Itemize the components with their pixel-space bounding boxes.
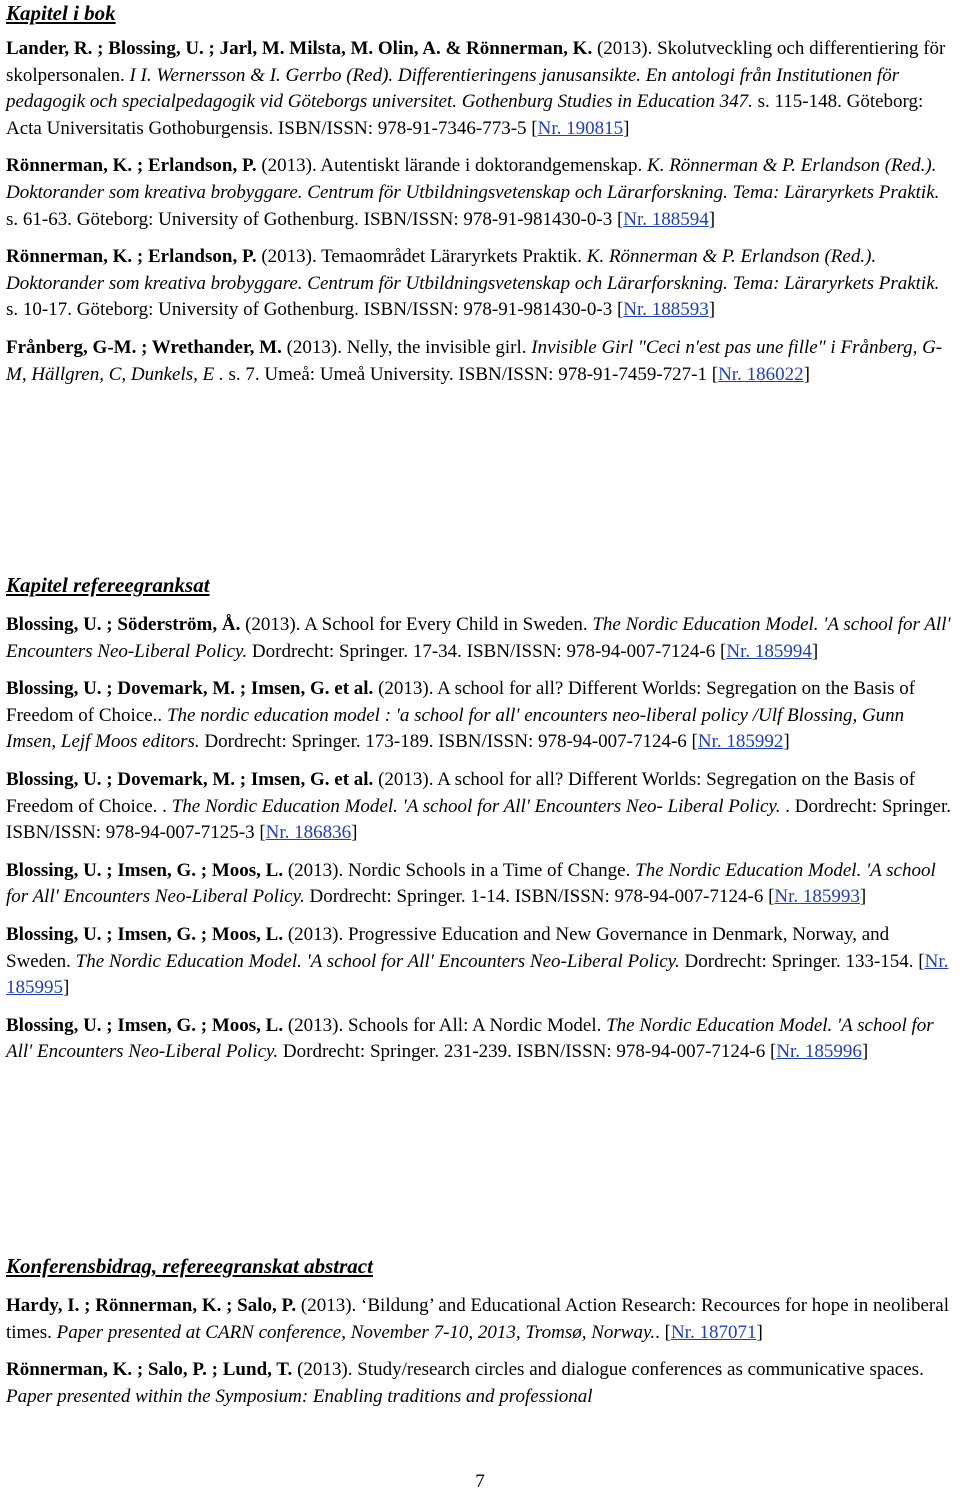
entry-authors: Blossing, U. ; Dovemark, M. ; Imsen, G. et al. [6, 768, 374, 790]
entry-record-link[interactable]: Nr. 186022 [718, 363, 804, 385]
entry-year: (2013). [300, 1295, 357, 1316]
entry-authors: Rönnerman, K. ; Erlandson, P. [6, 246, 257, 268]
entry-source: The Nordic Education Model. 'A school for All' Encounters Neo-Liberal Policy. [6, 859, 936, 908]
entry-year: (2013). [378, 768, 434, 790]
entry-title: Temaområdet Läraryrkets Praktik. [321, 246, 583, 268]
entry-authors: Rönnerman, K. ; Erlandson, P. [6, 155, 257, 177]
entry-authors: Blossing, U. ; Imsen, G. ; Moos, L. [6, 1014, 284, 1036]
entry-authors: Hardy, I. ; Rönnerman, K. ; Salo, P. [6, 1295, 297, 1316]
entry-source: The Nordic Education Model. 'A school for All' Encounters Neo-Liberal Policy. [75, 950, 680, 972]
entry-title: Nelly, the invisible girl. [346, 336, 527, 358]
section-entries [6, 1293, 956, 1421]
entry-year: (2013). [287, 1014, 344, 1036]
entry-authors: Lander, R. ; Blossing, U. ; Jarl, M. Milsta, M. Olin, A. & Rönnerman, K. [6, 38, 593, 59]
entry-bracket: ] [811, 640, 819, 662]
entry-bracket: ] [861, 1041, 869, 1063]
entry-source: The Nordic Education Model. 'A school for All' Encounters Neo-Liberal Policy. [6, 614, 951, 662]
entry-source: Paper presented at CARN conference, November 7-10, 2013, Tromsø, Norway. [56, 1321, 656, 1343]
entry-source: I I. Wernersson & I. Gerrbo (Red). Differentieringens janusansikte. En antologi från Institutionen för pedagogik och specialpedagogik vid Göteborgs universitet. Gothenburg Studies in Education 347. [6, 64, 900, 113]
reference-entry [6, 153, 956, 233]
entry-source: K. Rönnerman & P. Erlandson (Red.). Doktorander som kreativa brobyggare. Centrum för Utbildningsvetenskap och Lärarforskning. Tema: Läraryrkets Praktik. [6, 246, 940, 294]
reference-entry [6, 676, 956, 756]
reference-entry [6, 858, 956, 911]
entry-title: ‘Bildung’ and Educational Action Research: Recources for hope in neoliberal times. [6, 1295, 949, 1343]
reference-entry [6, 244, 956, 324]
entry-year: (2013). [287, 859, 344, 881]
entry-record-link[interactable]: Nr. 185995 [6, 950, 949, 999]
entry-year: (2013). [245, 614, 301, 635]
reference-entry [6, 1013, 956, 1066]
entry-title: Skolutveckling och differentiering för skolpersonalen. [6, 38, 946, 86]
entry-record-link[interactable]: Nr. 188593 [623, 299, 709, 321]
entry-authors: Blossing, U. ; Imsen, G. ; Moos, L. [6, 859, 284, 881]
entry-record-link[interactable]: Nr. 185992 [697, 731, 784, 753]
entry-details: s. 115-148. Göteborg: Acta Universitatis Gothoburgensis. ISBN/ISSN: 978-91-7346-773-5 [ [6, 91, 924, 139]
entry-year: (2013). [297, 1359, 353, 1381]
entry-source: The Nordic Education Model. 'A school for All' Encounters Neo-Liberal Policy. [6, 1014, 934, 1063]
entry-bracket: ] [783, 731, 790, 753]
entry-details: Dordrecht: Springer. 173-189. ISBN/ISSN: 978-94-007-7124-6 [ [204, 731, 698, 753]
reference-entry [6, 1293, 956, 1346]
section-heading: Konferensbidrag, refereegranskat abstract [6, 1254, 373, 1278]
entry-record-link[interactable]: Nr. 188594 [623, 208, 709, 230]
entry-title: Schools for All: A Nordic Model. [348, 1014, 602, 1036]
entry-title: A School for Every Child in Sweden. [304, 614, 588, 635]
entry-year: (2013). [261, 246, 317, 268]
entry-title: Progressive Education and New Governance in Denmark, Norway, and Sweden. [6, 923, 890, 972]
entry-year: (2013). [261, 155, 317, 177]
entry-title: A school for all? Different Worlds: Segregation on the Basis of Freedom of Choice.. [6, 678, 916, 726]
entry-bracket: ] [859, 886, 867, 908]
entry-record-link[interactable]: Nr. 185996 [776, 1041, 862, 1063]
entry-source: The Nordic Education Model. 'A school for All' Encounters Neo- Liberal Policy. [171, 795, 781, 817]
reference-entry [6, 1357, 956, 1410]
entry-title: Nordic Schools in a Time of Change. [348, 859, 631, 881]
entry-bracket: ] [63, 977, 70, 999]
entry-title: A school for all? Different Worlds: Segregation on the Basis of Freedom of Choice. . [6, 768, 916, 817]
entry-details: Dordrecht: Springer. 17-34. ISBN/ISSN: 978-94-007-7124-6 [ [251, 640, 727, 662]
entry-source: K. Rönnerman & P. Erlandson (Red.). Doktorander som kreativa brobyggare. Centrum för Utbildningsvetenskap och Lärarforskning. Tema: Läraryrkets Praktik. [6, 155, 940, 203]
reference-entry [6, 767, 956, 847]
entry-details: Dordrecht: Springer. 133-154. [ [684, 950, 925, 972]
entry-details: Dordrecht: Springer. 1-14. ISBN/ISSN: 978-94-007-7124-6 [ [309, 886, 775, 908]
entry-year: (2013). [378, 678, 434, 700]
entry-details: . [ [655, 1321, 671, 1343]
entry-record-link[interactable]: Nr. 185993 [774, 886, 860, 908]
section-heading: Kapitel i bok [6, 1, 116, 25]
page-number: 7 [475, 1471, 485, 1492]
entry-year: (2013). [596, 38, 653, 59]
entry-details: s. 61-63. Göteborg: University of Gothenburg. ISBN/ISSN: 978-91-981430-0-3 [ [6, 208, 624, 230]
entry-details: . Dordrecht: Springer. ISBN/ISSN: 978-94-007-7125-3 [ [6, 795, 951, 844]
entry-bracket: ] [803, 363, 810, 385]
entry-title: Autentiskt lärande i doktorandgemenskap. [320, 155, 643, 177]
entry-record-link[interactable]: Nr. 190815 [537, 117, 624, 139]
entry-bracket: ] [756, 1321, 763, 1343]
entry-year: (2013). [287, 923, 344, 945]
entry-bracket: ] [708, 299, 716, 321]
entry-source: Invisible Girl "Ceci n'est pas une fille" i Frånberg, G-M, Hällgren, C, Dunkels, E . [6, 336, 943, 385]
entry-authors: Blossing, U. ; Dovemark, M. ; Imsen, G. et al. [6, 678, 374, 700]
section-entries [6, 36, 956, 399]
entry-authors: Frånberg, G-M. ; Wrethander, M. [6, 336, 282, 358]
entry-bracket: ] [351, 822, 358, 844]
entry-source: Paper presented within the Symposium: Enabling traditions and professional [6, 1385, 593, 1407]
entry-source: The nordic education model : 'a school for all' encounters neo-liberal policy /Ulf Blossing, Gunn Imsen, Lejf Moos editors. [6, 704, 905, 753]
section-heading: Kapitel refereegranksat [6, 573, 210, 597]
entry-bracket: ] [623, 117, 630, 139]
entry-record-link[interactable]: Nr. 185994 [726, 640, 812, 662]
entry-title: Study/research circles and dialogue conferences as communicative spaces. [357, 1359, 924, 1381]
entry-authors: Blossing, U. ; Imsen, G. ; Moos, L. [6, 923, 284, 945]
entry-details: s. 10-17. Göteborg: University of Gothenburg. ISBN/ISSN: 978-91-981430-0-3 [ [6, 299, 624, 321]
entry-details: s. 7. Umeå: Umeå University. ISBN/ISSN: 978-91-7459-727-1 [ [228, 363, 719, 385]
entry-authors: Rönnerman, K. ; Salo, P. ; Lund, T. [6, 1359, 293, 1381]
entry-record-link[interactable]: Nr. 187071 [670, 1321, 757, 1343]
section-entries [6, 612, 956, 1077]
entry-details: Dordrecht: Springer. 231-239. ISBN/ISSN: 978-94-007-7124-6 [ [282, 1041, 777, 1063]
reference-entry [6, 922, 956, 1002]
entry-record-link[interactable]: Nr. 186836 [265, 822, 352, 844]
reference-entry [6, 612, 956, 665]
reference-entry [6, 335, 956, 388]
entry-bracket: ] [708, 208, 716, 230]
entry-year: (2013). [286, 336, 342, 358]
entry-authors: Blossing, U. ; Söderström, Å. [6, 614, 241, 635]
reference-entry [6, 36, 956, 142]
